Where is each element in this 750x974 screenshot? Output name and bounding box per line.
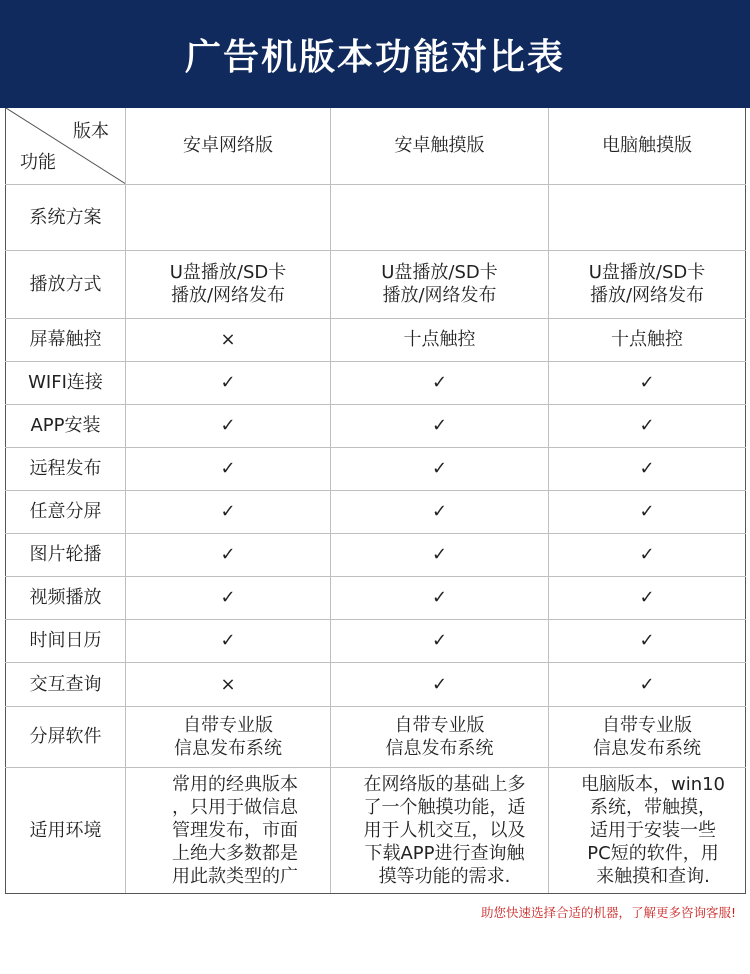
table-cell xyxy=(126,250,331,318)
cell-line: 用此款类型的广 xyxy=(172,865,298,887)
check-mark: ✓ xyxy=(549,490,746,533)
table-cell: 十点触控 xyxy=(331,318,549,361)
check-mark: ✓ xyxy=(126,533,331,576)
table-row xyxy=(6,576,746,619)
cell-line: 下载APP进行查询触 xyxy=(364,842,525,864)
table-cell xyxy=(549,706,746,767)
cell-line: 管理发布，市面 xyxy=(172,819,298,841)
table-row xyxy=(6,184,746,250)
header-row xyxy=(6,108,746,184)
check-mark: ✓ xyxy=(331,404,549,447)
table-row xyxy=(6,490,746,533)
comparison-table xyxy=(5,108,746,894)
table-row xyxy=(6,447,746,490)
cell-line: 在网络版的基础上多 xyxy=(363,773,526,795)
cell-line: 播放/网络发布 xyxy=(382,285,497,306)
table-row xyxy=(6,250,746,318)
check-mark: ✓ xyxy=(126,447,331,490)
column-header-android-touch: 安卓触摸版 xyxy=(331,108,549,184)
table-cell xyxy=(126,767,331,893)
table-row xyxy=(6,767,746,893)
row-label-wifi: WIFI连接 xyxy=(6,361,126,404)
cell-line: 上绝大多数都是 xyxy=(172,842,298,864)
cell-line: U盘播放/SD卡 xyxy=(381,262,498,283)
table-cell xyxy=(549,184,746,250)
check-mark: ✓ xyxy=(126,404,331,447)
cell-line: 电脑版本，win10 xyxy=(580,773,726,795)
row-label-interactive-query: 交互查询 xyxy=(6,662,126,706)
cell-line: 用于人机交互，以及 xyxy=(363,819,526,841)
cell-line: 了一个触摸功能，适 xyxy=(363,796,526,818)
cell-line: 系统，带触摸， xyxy=(590,796,716,818)
check-mark: ✓ xyxy=(126,576,331,619)
table-row xyxy=(6,361,746,404)
check-mark: ✓ xyxy=(549,404,746,447)
table-cell xyxy=(126,706,331,767)
check-mark: ✓ xyxy=(331,447,549,490)
check-mark: ✓ xyxy=(549,447,746,490)
cross-mark: × xyxy=(126,662,331,706)
row-label-image-carousel: 图片轮播 xyxy=(6,533,126,576)
table-row xyxy=(6,662,746,706)
row-label-remote-publish: 远程发布 xyxy=(6,447,126,490)
check-mark: ✓ xyxy=(549,576,746,619)
row-label-time-calendar: 时间日历 xyxy=(6,619,126,662)
row-label-video-playback: 视频播放 xyxy=(6,576,126,619)
cell-line: 来触摸和查询. xyxy=(596,865,710,887)
check-mark: ✓ xyxy=(549,361,746,404)
check-mark: ✓ xyxy=(549,619,746,662)
table-cell: 十点触控 xyxy=(549,318,746,361)
cell-line: 自带专业版 xyxy=(183,714,273,736)
check-mark: ✓ xyxy=(331,490,549,533)
cell-line: 自带专业版 xyxy=(602,714,692,736)
row-label-environment: 适用环境 xyxy=(6,767,126,893)
row-label-system-plan: 系统方案 xyxy=(6,184,126,250)
table-cell xyxy=(331,706,549,767)
cell-line: 适用于安装一些 xyxy=(590,819,716,841)
table-cell xyxy=(331,184,549,250)
page-title: 广告机版本功能对比表 xyxy=(184,36,565,78)
table-row xyxy=(6,404,746,447)
row-label-playback-mode: 播放方式 xyxy=(6,250,126,318)
column-header-android-network: 安卓网络版 xyxy=(126,108,331,184)
check-mark: ✓ xyxy=(126,619,331,662)
table-row xyxy=(6,533,746,576)
check-mark: ✓ xyxy=(549,533,746,576)
cell-line: 播放/网络发布 xyxy=(170,285,286,306)
check-mark: ✓ xyxy=(126,361,331,404)
check-mark: ✓ xyxy=(331,361,549,404)
check-mark: ✓ xyxy=(549,662,746,706)
table-row xyxy=(6,619,746,662)
cross-mark: × xyxy=(126,318,331,361)
column-header-pc-touch: 电脑触摸版 xyxy=(549,108,746,184)
table-cell xyxy=(549,250,746,318)
cell-line: PC短的软件，用 xyxy=(587,842,719,864)
footnote: 助您快速选择合适的机器，了解更多咨询客服! xyxy=(480,905,736,920)
cell-line: 播放/网络发布 xyxy=(589,285,705,306)
corner-function-label: 功能 xyxy=(20,151,56,173)
row-label-app-install: APP安装 xyxy=(6,404,126,447)
corner-cell xyxy=(6,108,126,184)
table-cell xyxy=(331,767,549,893)
cell-line: 常用的经典版本 xyxy=(172,773,298,795)
title-banner xyxy=(0,0,750,108)
check-mark: ✓ xyxy=(331,619,549,662)
cell-line: ，只用于做信息 xyxy=(172,796,298,818)
table-cell xyxy=(126,184,331,250)
table-cell xyxy=(549,767,746,893)
cell-line: 信息发布系统 xyxy=(593,737,701,759)
cell-line: 摸等功能的需求. xyxy=(378,865,511,887)
check-mark: ✓ xyxy=(331,576,549,619)
cell-line: U盘播放/SD卡 xyxy=(169,262,287,283)
cell-line: 信息发布系统 xyxy=(385,737,494,759)
corner-version-label: 版本 xyxy=(73,121,109,142)
table-row xyxy=(6,706,746,767)
table-row xyxy=(6,318,746,361)
row-label-screen-touch: 屏幕触控 xyxy=(6,318,126,361)
row-label-split-software: 分屏软件 xyxy=(6,706,126,767)
check-mark: ✓ xyxy=(331,662,549,706)
cell-line: U盘播放/SD卡 xyxy=(588,262,706,283)
cell-line: 自带专业版 xyxy=(394,714,485,736)
check-mark: ✓ xyxy=(331,533,549,576)
check-mark: ✓ xyxy=(126,490,331,533)
cell-line: 信息发布系统 xyxy=(174,737,282,759)
row-label-split-screen: 任意分屏 xyxy=(6,490,126,533)
table-cell xyxy=(331,250,549,318)
